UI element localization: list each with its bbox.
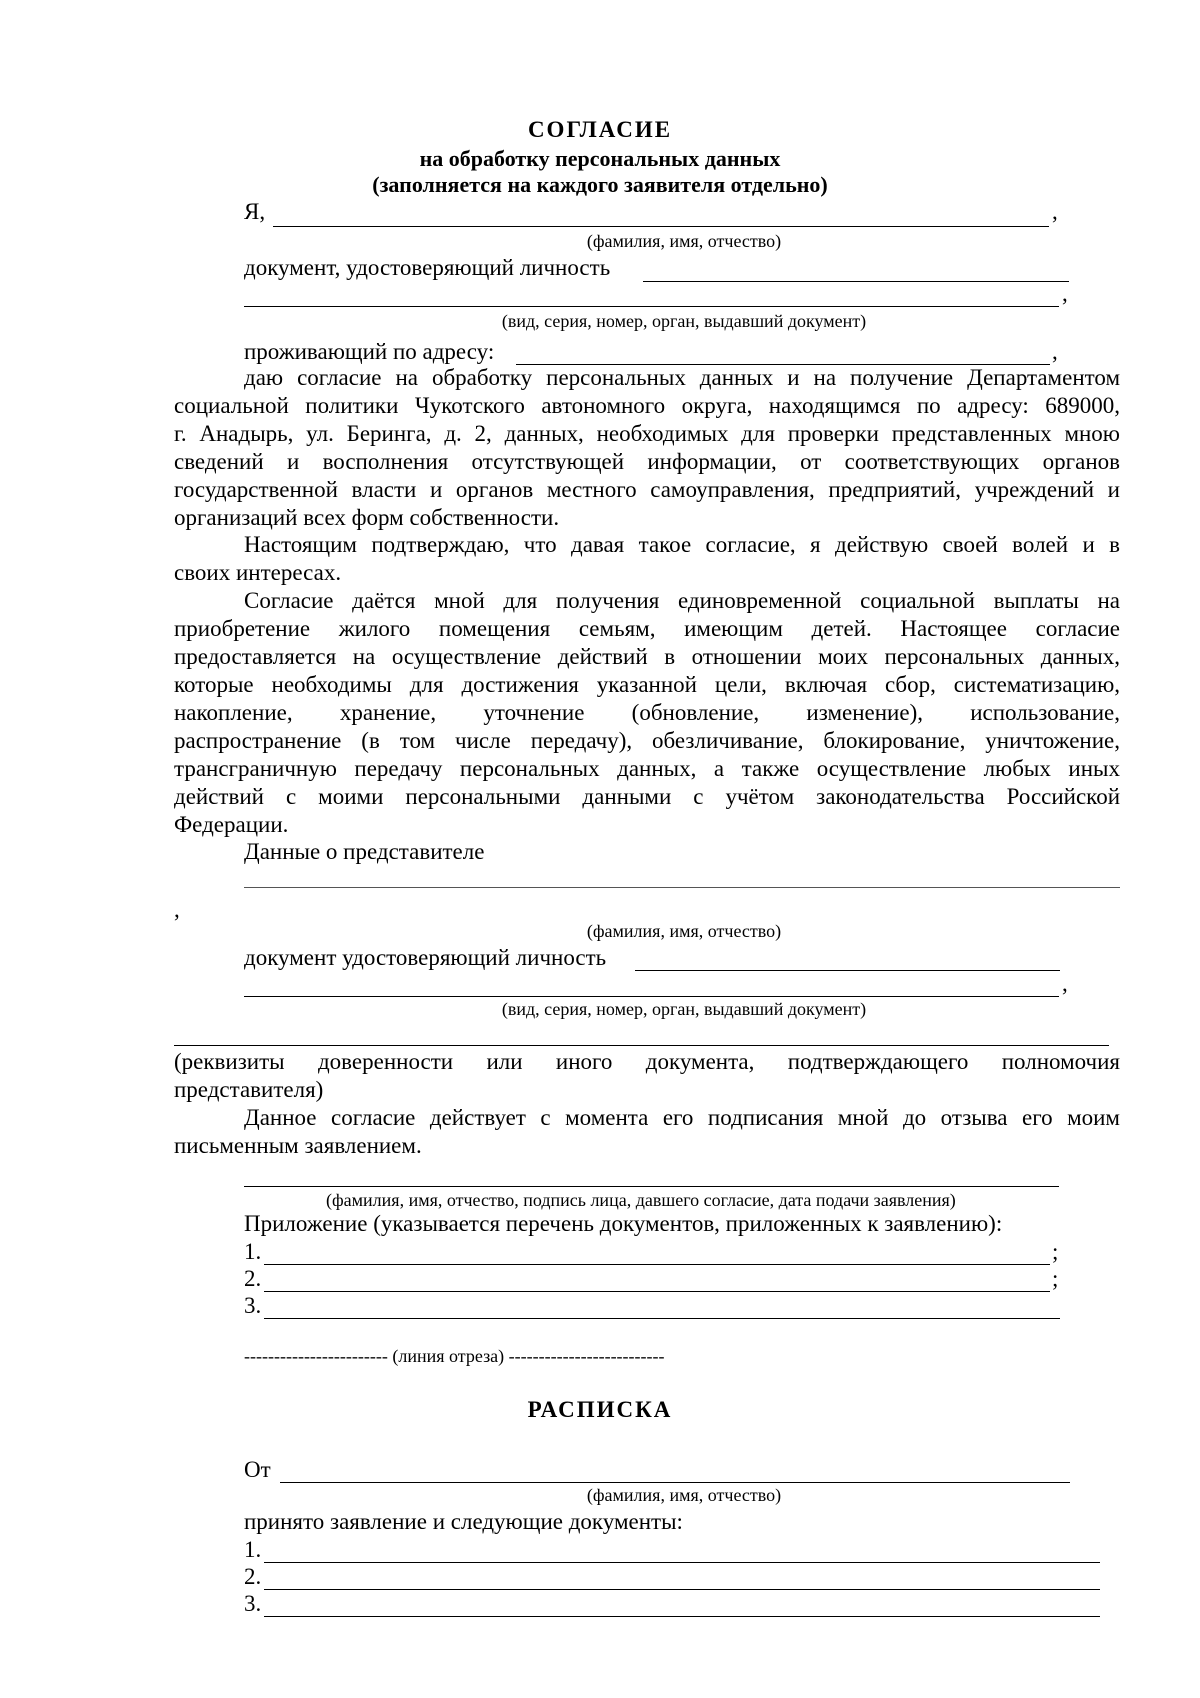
proxy-caption-line: (реквизиты доверенности или иного документа, подтверждающего полномочия xyxy=(174,1049,1120,1074)
id-doc-line-2[interactable] xyxy=(244,306,1059,307)
paragraph-3-line: предоставляется на осуществление действий в отношении моих персональных данных, xyxy=(174,644,1120,669)
receipt-item-line[interactable] xyxy=(264,1616,1100,1617)
comma: , xyxy=(174,897,180,922)
receipt-item-line[interactable] xyxy=(264,1562,1100,1563)
comma: , xyxy=(1052,339,1058,364)
receipt-number: 2. xyxy=(244,1564,262,1589)
appendix-label: Приложение (указывается перечень документов, приложенных к заявлению): xyxy=(244,1211,1003,1236)
paragraph-3-line: действий с моими персональными данными с учётом законодательства Российской xyxy=(174,784,1120,809)
receipt-title: РАСПИСКА xyxy=(527,1397,673,1422)
representative-label: Данные о представителе xyxy=(244,839,485,864)
i-label: Я, xyxy=(244,199,266,224)
appendix-number: 3. xyxy=(244,1293,262,1318)
paragraph-3-line: накопление, хранение, уточнение (обновление, изменение), использование, xyxy=(174,700,1120,725)
id-doc-line[interactable] xyxy=(643,281,1069,282)
paragraph-1-line: г. Анадырь, ул. Беринга, д. 2, данных, необходимых для проверки представленных мною xyxy=(174,421,1120,446)
id-doc-caption: (вид, серия, номер, орган, выдавший документ) xyxy=(501,311,867,331)
paragraph-1-line: социальной политики Чукотского автономного округа, находящимся по адресу: 689000, xyxy=(174,393,1120,418)
signature-caption: (фамилия, имя, отчество, подпись лица, давшего согласие, дата подачи заявления) xyxy=(326,1190,956,1210)
paragraph-3-line: Федерации. xyxy=(174,812,289,837)
applicant-name-line[interactable] xyxy=(273,226,1049,227)
receipt-number: 1. xyxy=(244,1537,262,1562)
cut-line: ------------------------ (линия отреза) -------------------------- xyxy=(244,1346,665,1366)
proxy-document-line[interactable] xyxy=(174,1045,1109,1046)
rep-id-doc-label: документ удостоверяющий личность xyxy=(244,945,607,970)
rep-id-doc-line-2[interactable] xyxy=(244,996,1059,997)
proxy-caption-line: представителя) xyxy=(174,1077,324,1102)
paragraph-1-line: даю согласие на обработку персональных данных и на получение Департаментом xyxy=(244,365,1120,390)
consent-title: СОГЛАСИЕ xyxy=(527,117,673,142)
representative-name-line[interactable] xyxy=(244,887,1120,888)
semicolon: ; xyxy=(1052,1266,1059,1291)
semicolon: ; xyxy=(1052,1239,1059,1264)
id-doc-label: документ, удостоверяющий личность xyxy=(244,255,611,280)
consent-subtitle-1: на обработку персональных данных xyxy=(419,146,781,171)
receipt-name-line[interactable] xyxy=(280,1482,1070,1483)
appendix-item-line[interactable] xyxy=(264,1264,1050,1265)
from-label: От xyxy=(244,1457,271,1482)
address-label: проживающий по адресу: xyxy=(244,339,495,364)
paragraph-3-line: трансграничную передачу персональных данных, а также осуществление любых иных xyxy=(174,756,1120,781)
comma: , xyxy=(1062,281,1068,306)
paragraph-2-line: своих интересах. xyxy=(174,560,342,585)
receipt-number: 3. xyxy=(244,1591,262,1616)
paragraph-1-line: государственной власти и органов местного самоуправления, предприятий, учреждений и xyxy=(174,477,1120,502)
rep-id-doc-line[interactable] xyxy=(635,970,1060,971)
receipt-fio-caption: (фамилия, имя, отчество) xyxy=(586,1485,782,1505)
paragraph-2-line: Настоящим подтверждаю, что давая такое согласие, я действую своей волей и в xyxy=(244,532,1120,557)
receipt-item-line[interactable] xyxy=(264,1589,1100,1590)
signature-line[interactable] xyxy=(244,1186,1059,1187)
paragraph-3-line: приобретение жилого помещения семьям, имеющим детей. Настоящее согласие xyxy=(174,616,1120,641)
fio-caption: (фамилия, имя, отчество) xyxy=(586,231,782,251)
accepted-label: принято заявление и следующие документы: xyxy=(244,1509,683,1534)
comma: , xyxy=(1052,199,1058,224)
rep-id-doc-caption: (вид, серия, номер, орган, выдавший документ) xyxy=(501,999,867,1019)
appendix-number: 2. xyxy=(244,1266,262,1291)
paragraph-1-line: сведений и восполнения отсутствующей информации, от соответствующих органов xyxy=(174,449,1120,474)
paragraph-4-line: Данное согласие действует с момента его подписания мной до отзыва его моим xyxy=(244,1105,1120,1130)
appendix-item-line[interactable] xyxy=(264,1318,1060,1319)
appendix-item-line[interactable] xyxy=(264,1291,1050,1292)
appendix-number: 1. xyxy=(244,1239,262,1264)
rep-fio-caption: (фамилия, имя, отчество) xyxy=(586,921,782,941)
paragraph-1-line: организаций всех форм собственности. xyxy=(174,505,560,530)
paragraph-4-line: письменным заявлением. xyxy=(174,1133,422,1158)
paragraph-3-line: Согласие даётся мной для получения единовременной социальной выплаты на xyxy=(244,588,1120,613)
consent-subtitle-2: (заполняется на каждого заявителя отдельно) xyxy=(372,172,828,197)
paragraph-3-line: распространение (в том числе передачу), обезличивание, блокирование, уничтожение, xyxy=(174,728,1120,753)
comma: , xyxy=(1062,971,1068,996)
paragraph-3-line: которые необходимы для достижения указанной цели, включая сбор, систематизацию, xyxy=(174,672,1120,697)
